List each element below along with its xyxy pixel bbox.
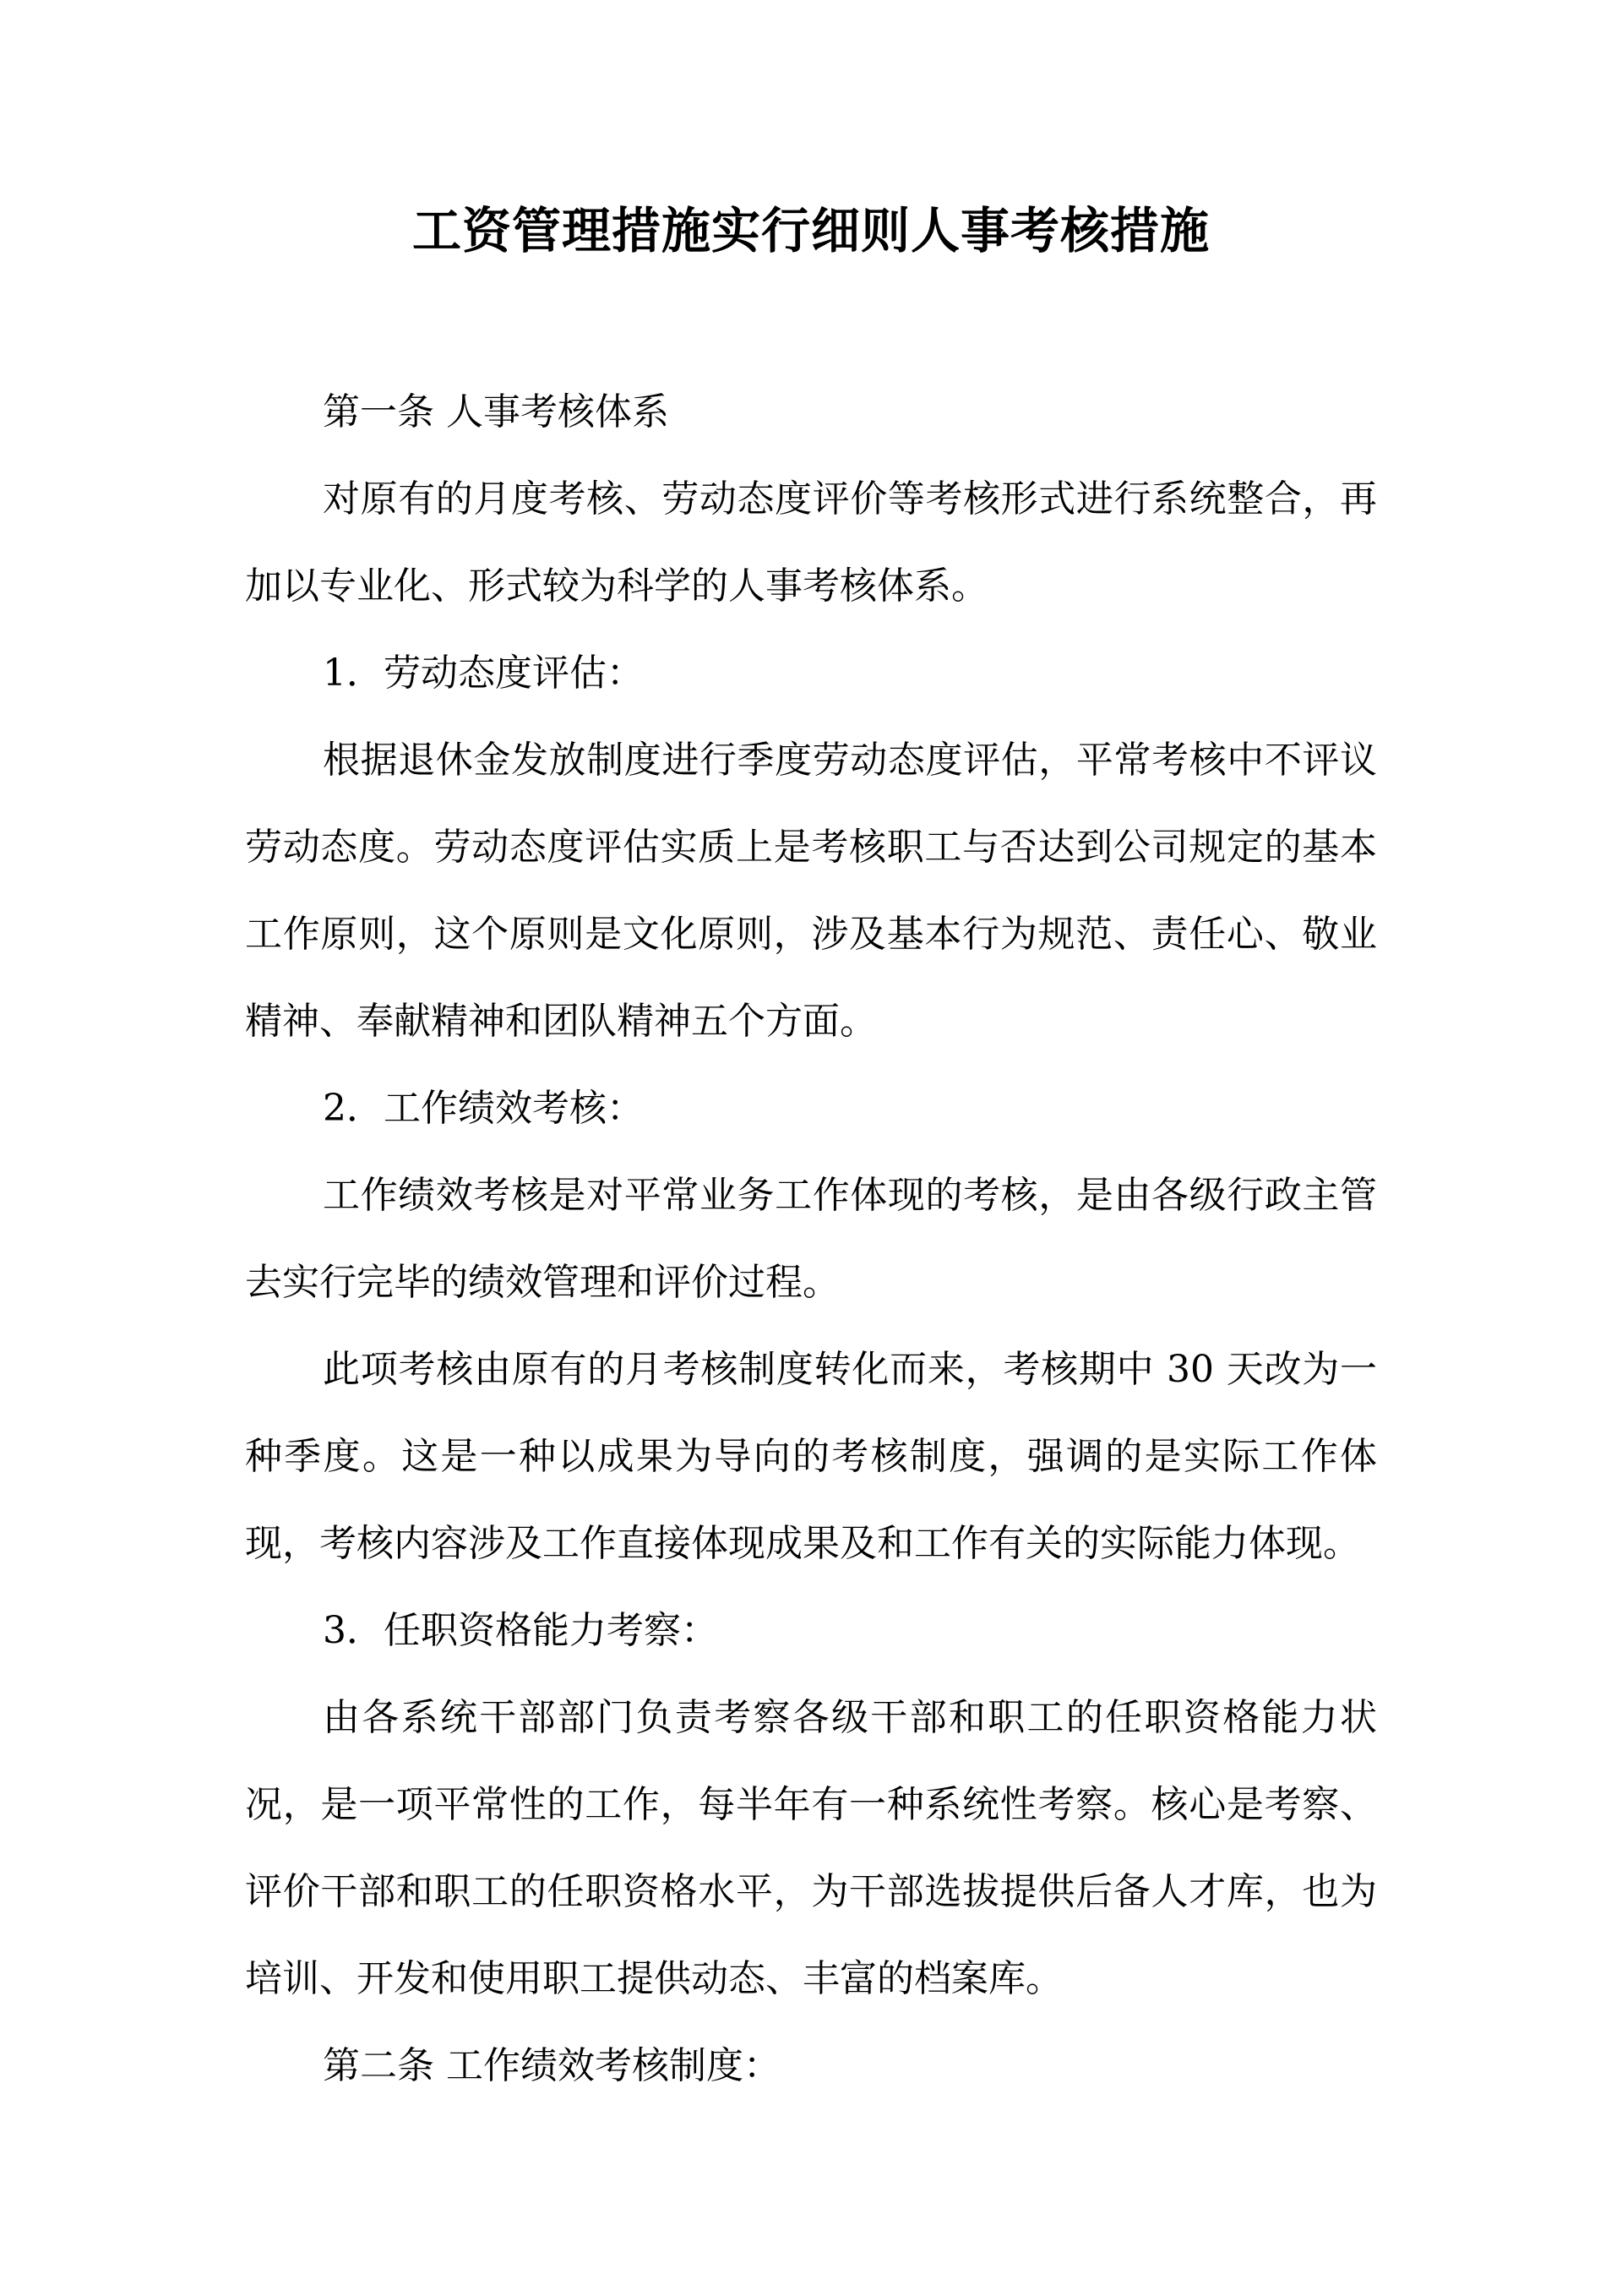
paragraph: 对原有的月度考核、劳动态度评价等考核形式进行系统整合，再加以专业化、形式较为科学的人事考核体系。 [245,477,1377,608]
section-heading: 1．劳动态度评估： [323,652,644,695]
document-title: 工资管理措施实行细则人事考核措施 [411,202,1210,259]
article-heading: 第一条 人事考核体系 [323,390,669,434]
paragraph: 根据退休金发放制度进行季度劳动态度评估，平常考核中不评议劳动态度。劳动态度评估实质上是考核职工与否达到公司规定的基本工作原则，这个原则是文化原则，涉及基本行为规范、责任心、敬业精神、奉献精神和团队精神五个方面。 [245,739,1377,1043]
section-heading: 3．任职资格能力考察： [323,1609,718,1652]
article-heading: 第二条 工作绩效考核制度： [323,2044,781,2087]
document-body [245,368,1377,2109]
section-heading: 2．工作绩效考核： [323,1087,644,1130]
paragraph: 此项考核由原有的月考核制度转化而来，考核期中 30 天改为一种季度。这是一种以成果为导向的考核制度，强调的是实际工作体现，考核内容涉及工作直接体现成果及和工作有关的实际能力体现。 [245,1348,1377,1565]
paragraph: 由各系统干部部门负责考察各级干部和职工的任职资格能力状况，是一项平常性的工作，每半年有一种系统性考察。核心是考察、评价干部和职工的任职资格水平，为干部选拔提供后备人才库，也为培训、开发和使用职工提供动态、丰富的档案库。 [245,1696,1377,2000]
document-page [245,0,1377,2296]
paragraph: 工作绩效考核是对平常业务工作体现的考核，是由各级行政主管去实行完毕的绩效管理和评价过程。 [245,1174,1377,1304]
